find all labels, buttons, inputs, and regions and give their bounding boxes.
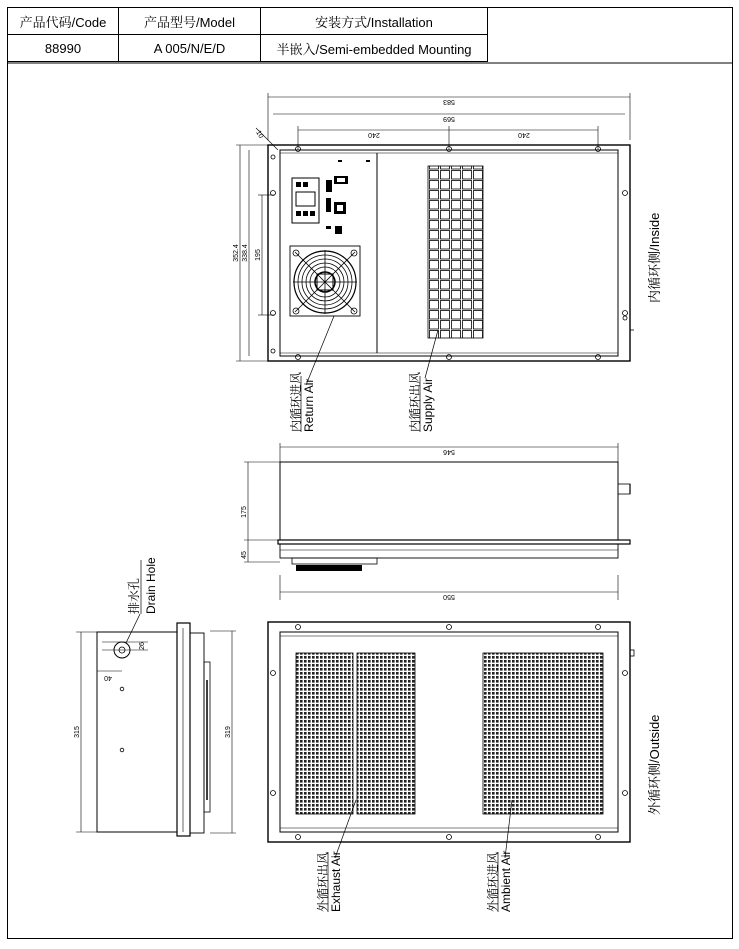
model-header: 产品型号/Model [119, 8, 261, 35]
model-value: A 005/N/E/D [119, 35, 261, 62]
dim-40: 40 [104, 674, 112, 681]
exhaust-mesh-right [357, 653, 415, 814]
exhaust-air-en: Exhaust Air [329, 851, 343, 912]
supply-air-grill [428, 166, 483, 338]
dim-240-left: 240 [368, 131, 380, 138]
inside-view [233, 93, 662, 432]
dim-583: 583 [443, 98, 455, 105]
code-header: 产品代码/Code [8, 8, 119, 35]
top-body [280, 462, 618, 540]
dim-315: 315 [74, 726, 81, 738]
return-air-en: Return Air [302, 378, 316, 432]
dim-352-4: 352.4 [233, 244, 240, 262]
dim-175: 175 [241, 506, 248, 518]
dim-550: 550 [443, 593, 455, 600]
installation-value: 半嵌入/Semi-embedded Mounting [261, 35, 488, 62]
top-flange [278, 540, 630, 544]
dim-26: 26 [139, 642, 146, 650]
exhaust-air-cn: 外循环出风 [316, 851, 330, 912]
ambient-air-en: Ambient Air [499, 850, 513, 912]
dim-10: 10 [254, 129, 265, 140]
side-body [97, 632, 177, 832]
installation-header: 安装方式/Installation [261, 8, 488, 35]
dim-195: 195 [255, 249, 262, 261]
dim-240-right: 240 [518, 131, 530, 138]
drain-hole-cn: 排水孔 [127, 577, 141, 614]
exhaust-mesh-left [296, 653, 353, 814]
outside-view [268, 622, 662, 912]
code-value: 88990 [8, 35, 119, 62]
drain-hole-en: Drain Hole [144, 557, 158, 614]
top-view [241, 443, 630, 600]
ambient-air-cn: 外循环进风 [486, 851, 500, 912]
inside-side-label: 内循环侧/Inside [647, 212, 662, 303]
dim-338-4: 338.4 [242, 244, 249, 262]
supply-air-en: Supply Air [421, 377, 435, 432]
controller-display [296, 192, 315, 206]
side-view [74, 557, 236, 836]
supply-air-cn: 内循环出风 [408, 371, 422, 432]
return-air-cn: 内循环进风 [289, 371, 303, 432]
fan-assembly [290, 246, 360, 316]
ambient-mesh [483, 653, 603, 814]
dim-546: 546 [443, 448, 455, 455]
outside-side-label: 外循环侧/Outside [647, 714, 662, 815]
connector-block [326, 160, 370, 234]
dim-319: 319 [225, 726, 232, 738]
dim-45: 45 [241, 551, 248, 559]
side-flange [177, 623, 190, 836]
dim-569: 569 [443, 115, 455, 122]
